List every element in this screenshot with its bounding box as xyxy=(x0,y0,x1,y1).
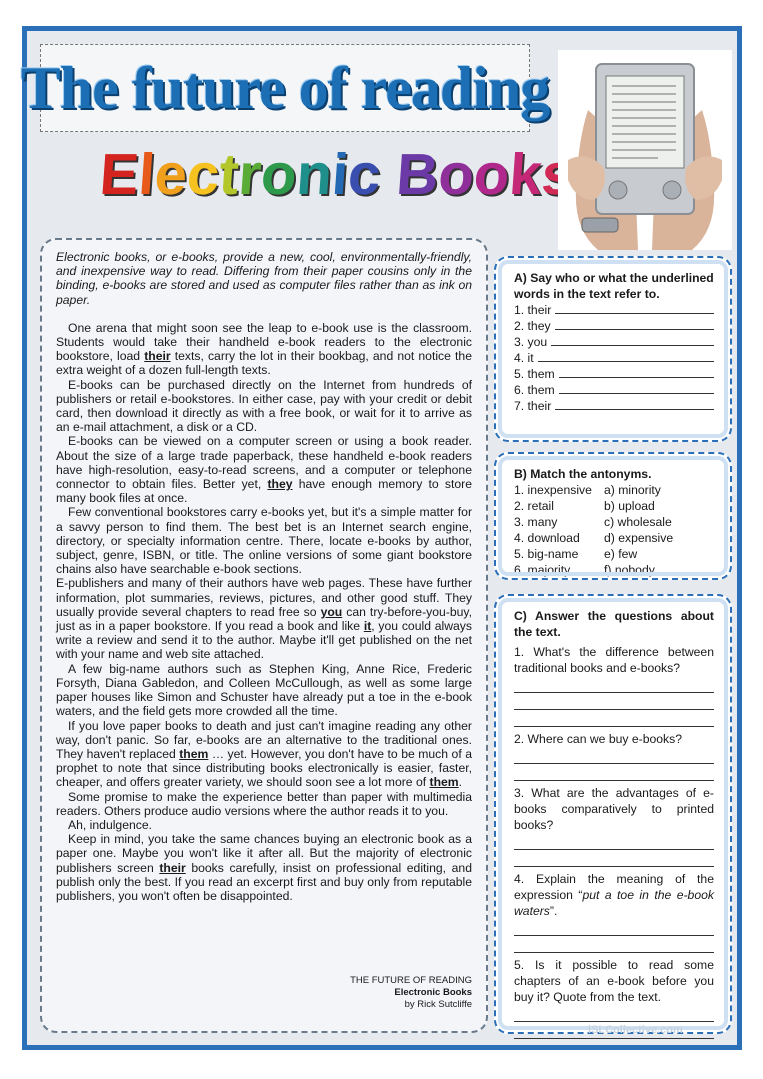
exercise-c-heading: C) Answer the questions about the text. xyxy=(514,609,714,639)
subtitle-letter: c xyxy=(184,142,222,207)
answer-line[interactable] xyxy=(514,694,714,710)
article-paragraph: Ah, indulgence. xyxy=(68,817,153,832)
question-4: 4. Explain the meaning of the expression “put a toe in the e-book waters”. xyxy=(514,872,714,918)
article-paragraph: If you love paper books to death and just can't imagine reading any other way, don't panic. So far, e-books are an alternative to the traditional ones. They haven't replaced them … yet. However, you don't have to be much of a prophet to note that since distributing books electronically is easier, faster, cheaper, and offers greater variety, we should soon see a lot more of them. xyxy=(56,718,472,790)
article-panel xyxy=(40,238,488,1033)
subtitle xyxy=(97,138,544,212)
underlined-word: it xyxy=(363,619,372,634)
question-2: 2. Where can we buy e-books? xyxy=(514,732,683,746)
answer-line[interactable] xyxy=(514,937,714,953)
answer-line[interactable] xyxy=(514,711,714,727)
answer-line[interactable] xyxy=(514,834,714,850)
antonym-row: 6. majority f) nobody xyxy=(514,563,655,577)
exercise-a-item: 2. they xyxy=(514,318,714,334)
article-credit: THE FUTURE OF READING Electronic Books by Rick Sutcliffe xyxy=(350,975,472,1010)
answer-line[interactable] xyxy=(551,334,714,346)
subtitle-letter: l xyxy=(136,142,158,207)
exercise-b-heading: B) Match the antonyms. xyxy=(514,467,652,481)
subtitle-letter: e xyxy=(152,142,190,207)
question-3: 3. What are the advantages of e-books comparatively to printed books? xyxy=(514,786,714,832)
article-paragraph: Some promise to make the experience better than paper with multimedia readers. Others produce audio versions where the author reads it to you. xyxy=(56,789,472,818)
answer-line[interactable] xyxy=(514,677,714,693)
article-paragraph: Keep in mind, you take the same chances buying an electronic book as a paper one. Maybe you won't like it after all. But the majority of electronic publishers screen their books carefully, insist on professional editing, and publish only the best. If you read an excerpt first and buy only from reputable publishers, you won't often be disappointed. xyxy=(56,832,472,903)
subtitle-letter: E xyxy=(97,142,141,207)
article-paragraph: E-books can be purchased directly on the Internet from hundreds of publishers or retail e-bookstores. In either case, pay with your credit or debit card, then download it directly as with a free book, or wait for it to arrive as an e-mail attachment, a disk or a CD. xyxy=(56,377,472,435)
subtitle-letter: i xyxy=(329,142,351,207)
article-paragraph: E-books can be viewed on a computer screen or using a book reader. About the size of a large trade paperback, these handheld e-book readers have high-resolution, easy-to-read screens, and a computer or telephone connector to obtain files. Better yet, they have enough memory to store many book files at once. xyxy=(56,434,472,506)
subtitle-letter: c xyxy=(346,142,383,207)
answer-line[interactable] xyxy=(514,748,714,764)
answer-line[interactable] xyxy=(514,1006,714,1022)
answer-line[interactable] xyxy=(559,382,714,394)
subtitle-letter: o xyxy=(471,142,512,207)
exercise-a-item: 4. it xyxy=(514,350,714,366)
article-paragraph: One arena that might soon see the leap to e-book use is the classroom. Students would take their handheld e-book readers to the electronic bookstore, load their texts, carry the lot in their bookbag, and not notice the extra weight of a dozen full-length texts. xyxy=(56,320,472,378)
answer-line[interactable] xyxy=(559,366,714,378)
exercise-a-item: 6. them xyxy=(514,382,714,398)
subtitle-letter: r xyxy=(236,142,264,207)
question-5: 5. Is it possible to read some chapters of an e-book before you buy it? Quote from the text. xyxy=(514,958,714,1004)
antonym-row: 5. big-name e) few xyxy=(514,547,638,561)
watermark: iSLCollective.com xyxy=(588,1024,683,1036)
antonym-row: 4. download d) expensive xyxy=(514,531,674,545)
underlined-word: their xyxy=(144,349,171,364)
subtitle-letter: t xyxy=(217,142,241,207)
subtitle-letter: k xyxy=(507,142,544,207)
antonym-row: 1. inexpensive a) minority xyxy=(514,483,661,497)
answer-line[interactable] xyxy=(555,318,714,330)
title-box xyxy=(20,44,550,132)
page-title: The future of reading xyxy=(20,54,550,121)
exercise-a-item: 7. their xyxy=(514,398,714,414)
answer-line[interactable] xyxy=(514,920,714,936)
antonym-row: 2. retail b) upload xyxy=(514,499,655,513)
underlined-word: them xyxy=(179,746,209,761)
article-paragraph: A few big-name authors such as Stephen King, Anne Rice, Frederic Forsyth, Diana Gabledon, and Colleen McCullough, as well as some large paper houses like Simon and Schuster have already put a toe in the e-book waters, and the field gets more crowded all the time. xyxy=(56,661,472,719)
exercise-a-item: 3. you xyxy=(514,334,714,350)
exercise-b-list xyxy=(514,482,714,578)
antonym-row: 3. many c) wholesale xyxy=(514,515,672,529)
subtitle-letter: n xyxy=(294,142,335,207)
subtitle-letter: B xyxy=(394,142,441,207)
subtitle-letter: o xyxy=(259,142,299,207)
exercise-a-item: 5. them xyxy=(514,366,714,382)
exercise-a-item: 1. their xyxy=(514,302,714,318)
answer-line[interactable] xyxy=(555,398,714,410)
exercise-a xyxy=(494,256,732,442)
answer-line[interactable] xyxy=(514,851,714,867)
article-paragraph: Few conventional bookstores carry e-books yet, but it's a simple matter for a savvy person to find them. The best bet is an Internet search engine, directory, or specialty information centre. There, locate e-books by author, subject, genre, ISBN, or title. The online versions of some giant bookstore chains also have searchable e-book sections. xyxy=(56,505,472,577)
article-intro: Electronic books, or e-books, provide a new, cool, environmentally-friendly, and inexpensive way to read. Differing from their paper cousins only in the binding, e-books are stored and used as computer files rather than as ink on paper. xyxy=(56,250,472,307)
question-1: 1. What's the difference between traditional books and e-books? xyxy=(514,645,714,675)
article-paragraph: E-publishers and many of their authors have web pages. These have further information, plot summaries, reviews, pictures, and other good stuff. They usually provide several chapters to read free so you can try-before-you-buy, just as in a paper bookstore. If you read a book and like it, you could always write a review and send it to the author. Maybe it'll get published on the net with your name and web site attached. xyxy=(56,576,472,662)
underlined-word: their xyxy=(159,860,186,875)
exercise-a-list xyxy=(514,302,714,414)
subtitle-letter: o xyxy=(436,142,477,207)
answer-line[interactable] xyxy=(538,350,714,362)
underlined-word: they xyxy=(267,477,293,492)
underlined-word: them xyxy=(429,775,459,790)
ebook-reader-photo xyxy=(558,50,732,250)
answer-line[interactable] xyxy=(555,302,714,314)
answer-line[interactable] xyxy=(514,765,714,781)
exercise-b xyxy=(494,452,732,580)
exercise-a-heading: A) Say who or what the underlined words in the text refer to. xyxy=(514,271,714,301)
underlined-word: you xyxy=(320,604,343,619)
exercise-c xyxy=(494,594,732,1034)
